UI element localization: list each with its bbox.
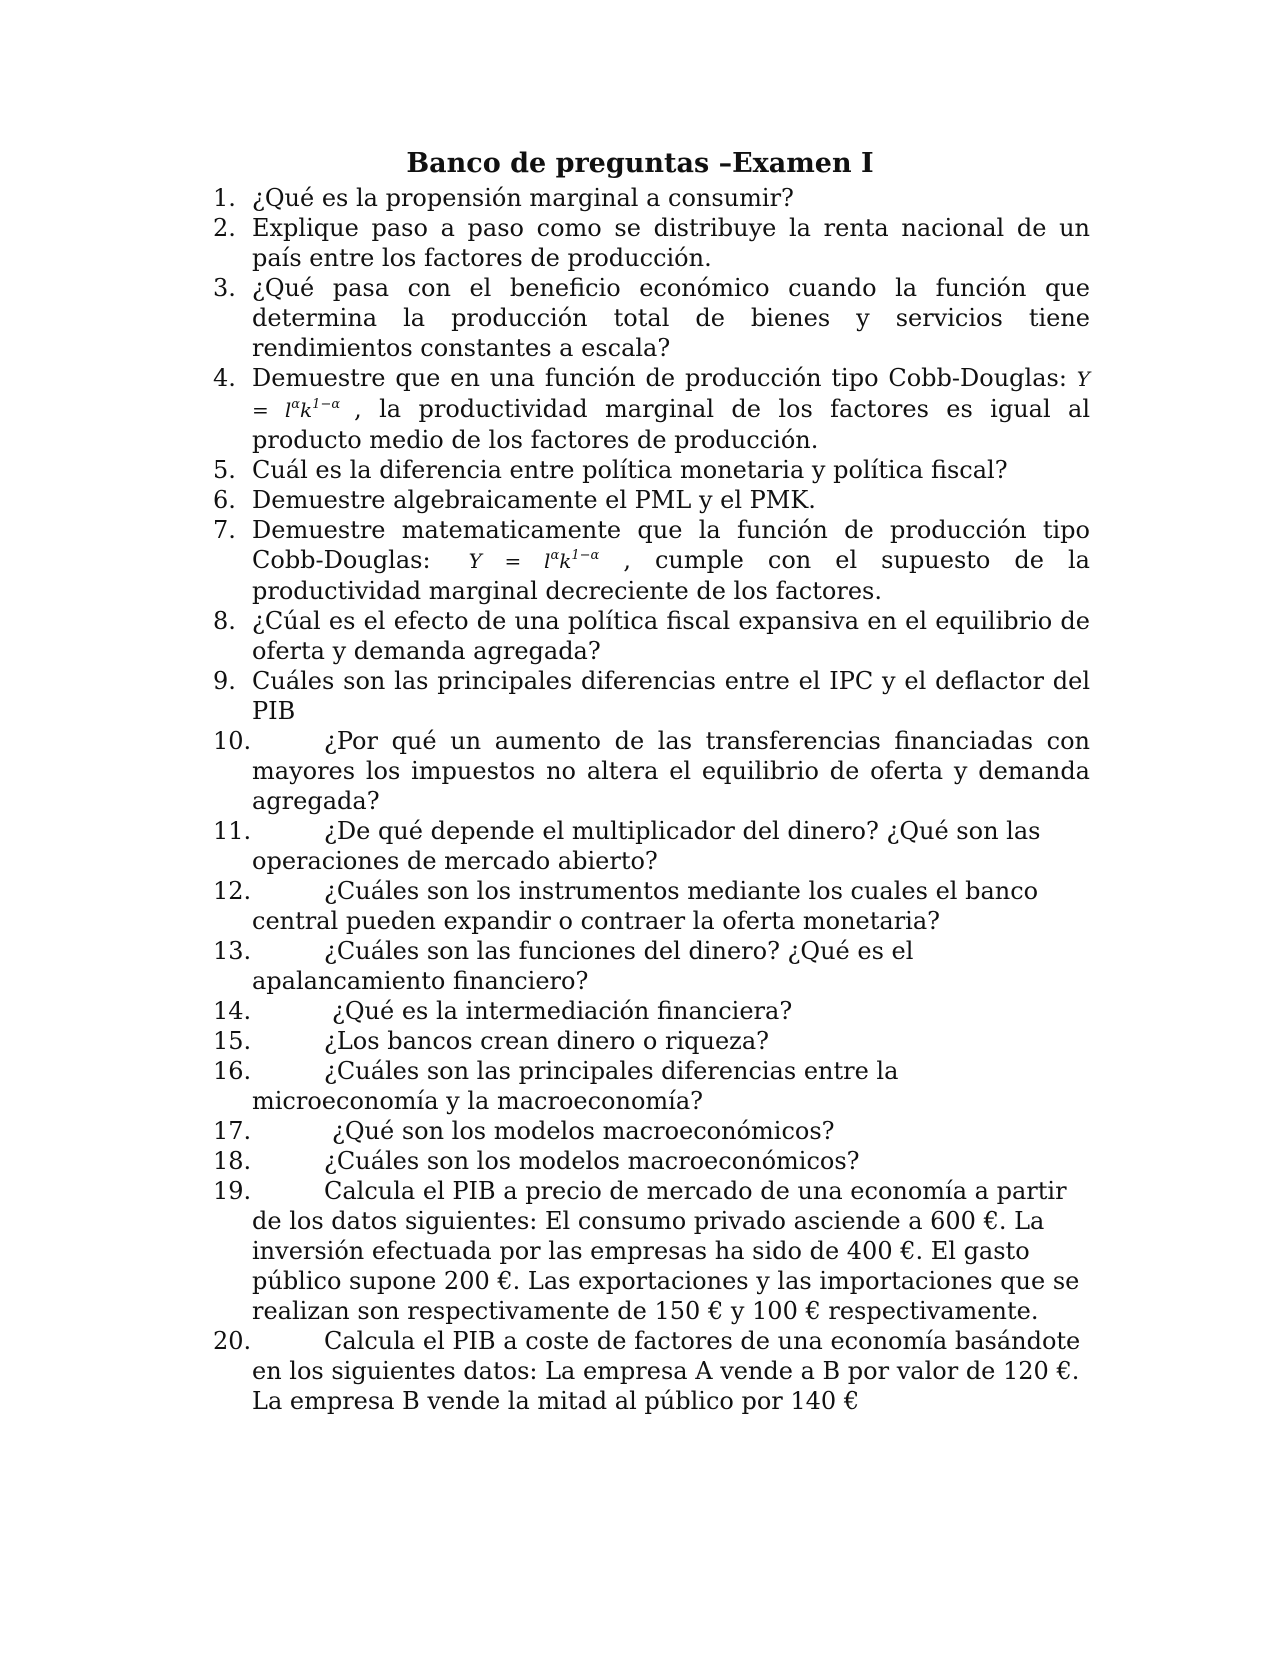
question-12 <box>213 876 1090 936</box>
formula-exponent-alpha: α <box>291 397 301 412</box>
question-1 <box>213 183 1090 213</box>
formula-k: k <box>559 549 572 573</box>
formula-k: k <box>300 398 313 422</box>
question-text: Calcula el PIB a precio de mercado de una economía a partir de los datos siguientes: El consumo privado asciende a 600 €. La inversión efectuada por las empresas ha sido de 400 €. El gasto público supone 200 €. Las exportaciones y las importaciones que se realizan son respectivamente de 150 € y 100 € respectivamente. <box>252 1177 1080 1325</box>
question-number: 20. <box>213 1327 252 1355</box>
question-text: ¿Qué pasa con el beneficio económico cuando la función que determina la producción total de bienes y servicios tiene rendimientos constantes a escala? <box>252 274 1090 362</box>
question-4 <box>213 363 1090 455</box>
question-text: ¿Cuáles son las principales diferencias entre la microeconomía y la macroeconomía? <box>252 1057 899 1115</box>
question-7 <box>213 515 1090 606</box>
question-text: Cuáles son las principales diferencias entre el IPC y el deflactor del PIB <box>252 667 1090 725</box>
question-text: Explique paso a paso como se distribuye la renta nacional de un país entre los factores de producción. <box>252 214 1090 272</box>
page-title: Banco de preguntas –Examen I <box>406 148 874 179</box>
question-text: Demuestre algebraicamente el PML y el PMK. <box>252 486 816 514</box>
question-text: ¿Por qué un aumento de las transferencias financiadas con mayores los impuestos no altera el equilibrio de oferta y demanda agregada? <box>252 727 1090 815</box>
question-number: 11. <box>213 817 252 845</box>
question-number: 7. <box>213 516 236 544</box>
question-text-part-a: Demuestre matematicamente que la función de producción tipo Cobb-Douglas: <box>252 516 1090 574</box>
formula-exponent-one-minus-alpha: 1−α <box>571 548 600 563</box>
question-19 <box>213 1176 1090 1326</box>
question-13 <box>213 936 1090 996</box>
question-text: ¿Los bancos crean dinero o riqueza? <box>324 1027 769 1055</box>
question-text <box>252 515 1090 606</box>
question-text: ¿Cúal es el efecto de una política fiscal expansiva en el equilibrio de oferta y demanda agregada? <box>252 607 1090 665</box>
formula-base: Y = l <box>468 549 551 573</box>
question-number: 8. <box>213 607 236 635</box>
question-number: 9. <box>213 667 236 695</box>
question-text: ¿De qué depende el multiplicador del dinero? ¿Qué son las operaciones de mercado abierto? <box>252 817 1041 875</box>
question-text: Calcula el PIB a coste de factores de una economía basándote en los siguientes datos: La empresa A vende a B por valor de 120 €. La empresa B vende la mitad al público por 140 € <box>252 1327 1081 1415</box>
question-15 <box>213 1026 1090 1056</box>
formula-base: Y = l <box>252 367 1090 422</box>
question-number: 3. <box>213 274 236 302</box>
question-text: ¿Qué es la intermediación financiera? <box>332 997 793 1025</box>
cobb-douglas-formula <box>469 549 600 573</box>
question-number: 2. <box>213 214 236 242</box>
question-number: 18. <box>213 1147 252 1175</box>
question-number: 10. <box>213 727 252 755</box>
question-text-part-a: Demuestre que en una función de producción tipo Cobb-Douglas: <box>252 364 1067 392</box>
question-text-part-b: , cumple con el supuesto de la productividad marginal decreciente de los factores. <box>252 546 1090 605</box>
question-number: 6. <box>213 486 236 514</box>
question-text: Cuál es la diferencia entre política monetaria y política fiscal? <box>252 456 1008 484</box>
question-6 <box>213 485 1090 515</box>
question-3 <box>213 273 1090 363</box>
question-number: 5. <box>213 456 236 484</box>
question-number: 12. <box>213 877 252 905</box>
question-2 <box>213 213 1090 273</box>
question-20 <box>213 1326 1090 1416</box>
question-18 <box>213 1146 1090 1176</box>
question-11 <box>213 816 1090 876</box>
question-number: 19. <box>213 1177 252 1205</box>
question-number: 4. <box>213 364 236 392</box>
formula-exponent-alpha: α <box>550 548 560 563</box>
question-5 <box>213 455 1090 485</box>
question-text: ¿Cuáles son los instrumentos mediante los cuales el banco central pueden expandir o contraer la oferta monetaria? <box>252 877 1039 935</box>
question-text: ¿Cuáles son las funciones del dinero? ¿Qué es el apalancamiento financiero? <box>252 937 914 995</box>
formula-exponent-one-minus-alpha: 1−α <box>312 397 341 412</box>
question-number: 13. <box>213 937 252 965</box>
question-number: 17. <box>213 1117 252 1145</box>
question-text: ¿Cuáles son los modelos macroeconómicos? <box>324 1147 860 1175</box>
question-9 <box>213 666 1090 726</box>
question-list <box>213 183 1090 1416</box>
question-number: 15. <box>213 1027 252 1055</box>
question-text: ¿Qué es la propensión marginal a consumir? <box>252 184 794 212</box>
question-17 <box>213 1116 1090 1146</box>
question-text-part-b: , la productividad marginal de los factores es igual al producto medio de los factores de producción. <box>252 395 1091 454</box>
question-8 <box>213 606 1090 666</box>
question-number: 14. <box>213 997 252 1025</box>
question-text: ¿Qué son los modelos macroeconómicos? <box>332 1117 835 1145</box>
question-10 <box>213 726 1090 816</box>
question-16 <box>213 1056 1090 1116</box>
question-number: 1. <box>213 184 236 212</box>
question-text <box>252 363 1090 455</box>
question-14 <box>213 996 1090 1026</box>
question-number: 16. <box>213 1057 252 1085</box>
